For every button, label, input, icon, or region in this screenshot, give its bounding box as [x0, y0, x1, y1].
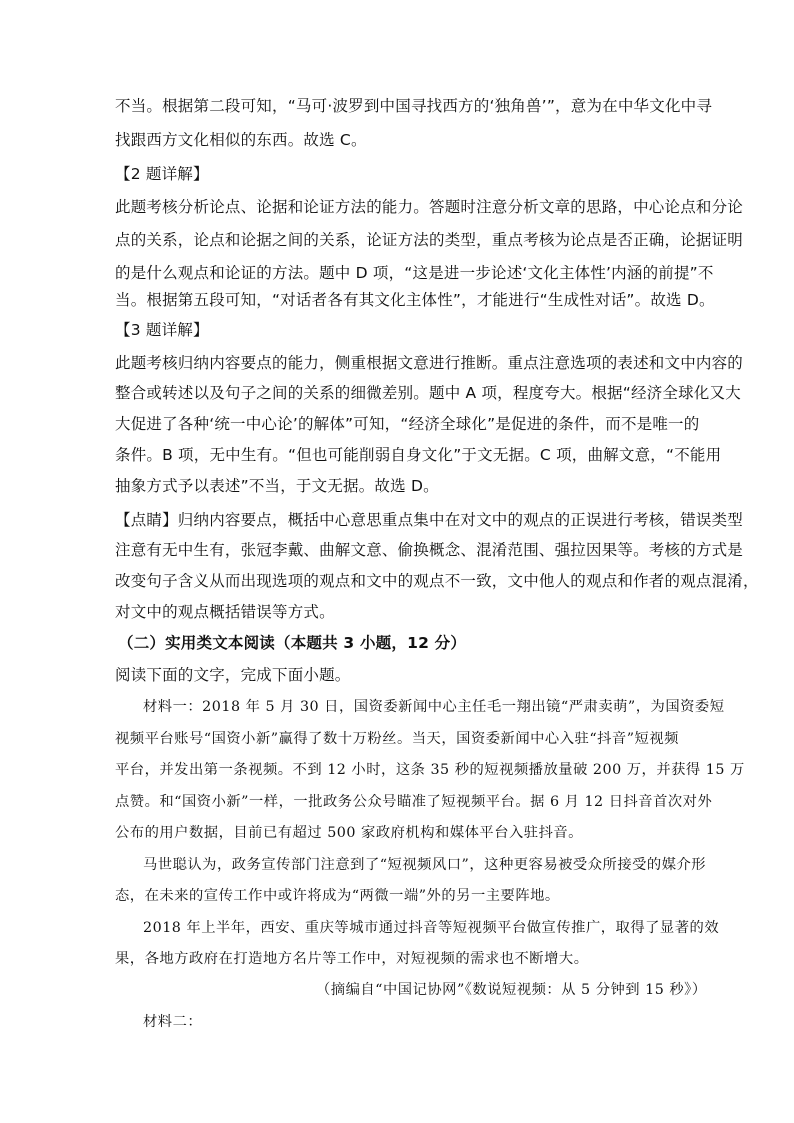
detail-2-line-4: 当。根据第五段可知，“对话者各有其文化主体性”，才能进行“生成性对话”。故选 D。	[115, 291, 715, 309]
material-1-line-5: 公布的用户数据，目前已有超过 500 家政府机构和媒体平台入驻抖音。	[115, 825, 583, 841]
material-2-heading: 材料二：	[143, 1014, 203, 1030]
material-1-line-6: 马世聪认为，政务宣传部门注意到了“短视频风口”，这种更容易被受众所接受的媒介形	[143, 857, 707, 873]
material-1-line-9: 果，各地方政府在打造地方名片等工作中，对短视频的需求也不断增大。	[115, 951, 589, 967]
material-1-line-8: 2018 年上半年，西安、重庆等城市通过抖音等短视频平台做宣传推广，取得了显著的效	[143, 920, 720, 936]
detail-3-line-1: 此题考核归纳内容要点的能力，侧重根据文意进行推断。重点注意选项的表述和文中内容的	[115, 354, 744, 372]
answer-1-line-1: 不当。根据第二段可知，“马可·波罗到中国寻找西方的‘独角兽’”，意为在中华文化中寻	[115, 97, 713, 115]
answer-1-line-2: 找跟西方文化相似的东西。故选 C。	[115, 131, 367, 149]
detail-2-line-1: 此题考核分析论点、论据和论证方法的能力。答题时注意分析文章的思路，中心论点和分论	[115, 198, 744, 216]
material-1-line-2: 视频平台账号“国资小新”赢得了数十万粉丝。当天，国资委新闻中心入驻“抖音”短视频	[115, 731, 679, 747]
section-heading: （二）实用类文本阅读（本题共 3 小题，12 分）	[118, 634, 467, 652]
material-1-line-1: 材料一：2018 年 5 月 30 日，国资委新闻中心主任毛一翔出镜“严肃卖萌”，为国资委短	[143, 699, 725, 715]
detail-2-line-3: 的是什么观点和论证的方法。题中 D 项，“这是进一步论述‘文化主体性’内涵的前提”不	[115, 264, 714, 282]
detail-3-line-4: 条件。B 项，无中生有。“但也可能削弱自身文化”于文无据。C 项，曲解文意，“不能用	[115, 446, 722, 464]
detail-3-line-2: 整合或转述以及句子之间的关系的细微差别。题中 A 项，程度夸大。根据“经济全球化又大	[115, 384, 741, 402]
reading-instruction: 阅读下面的文字，完成下面小题。	[115, 666, 351, 684]
detail-3-line-3: 大促进了各种‘统一中心论’的解体”可知，“经济全球化”是促进的条件，而不是唯一的	[115, 415, 700, 433]
material-1-line-7: 态，在未来的宣传工作中或许将成为“两微一端”外的另一主要阵地。	[115, 888, 560, 904]
material-1-line-3: 平台，并发出第一条视频。不到 12 小时，这条 35 秒的短视频播放量破 200 万，并获得 15 万	[115, 762, 745, 778]
key-point-line-4: 对文中的观点概括错误等方式。	[115, 603, 335, 621]
key-point-line-2: 注意有无中生有，张冠李戴、曲解文意、偷换概念、混淆范围、强拉因果等。考核的方式是	[115, 541, 744, 559]
material-1-source: （摘编自“中国记协网”《数说短视频：从 5 分钟到 15 秒》）	[316, 982, 707, 998]
key-point-line-1: 【点睛】归纳内容要点，概括中心意思重点集中在对文中的观点的正误进行考核，错误类型	[115, 511, 744, 529]
material-1-line-4: 点赞。和“国资小新”一样，一批政务公众号瞄准了短视频平台。据 6 月 12 日抖音首次对外	[115, 794, 713, 810]
detail-heading-2: 【2 题详解】	[115, 165, 209, 183]
detail-heading-3: 【3 题详解】	[115, 321, 209, 339]
detail-3-line-5: 抽象方式予以表述”不当，于文无据。故选 D。	[115, 477, 439, 495]
detail-2-line-2: 点的关系，论点和论据之间的关系，论证方法的类型，重点考核为论点是否正确，论据证明	[115, 231, 744, 249]
key-point-line-3: 改变句子含义从而出现选项的观点和文中的观点不一致，文中他人的观点和作者的观点混淆，	[115, 572, 759, 590]
